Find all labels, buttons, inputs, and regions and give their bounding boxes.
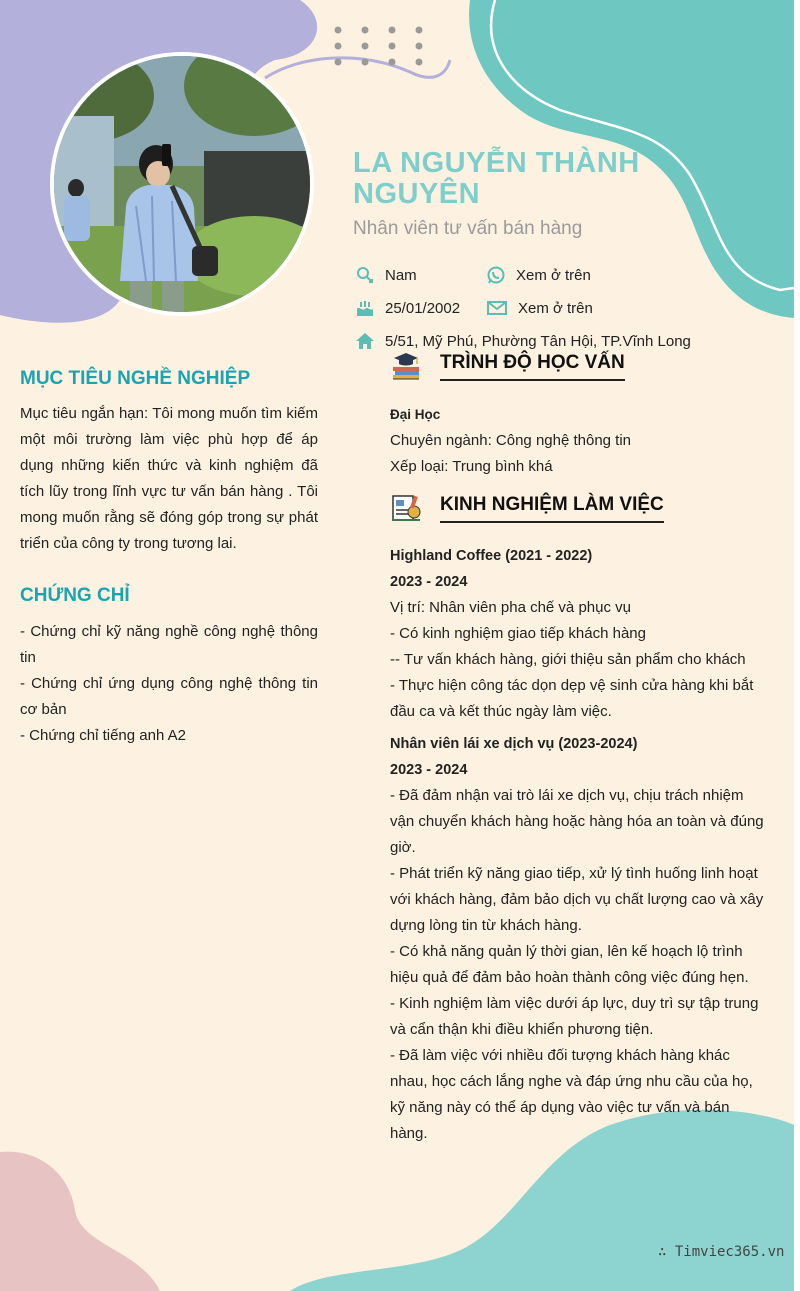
brand-text: Timviec365.vn (674, 1244, 785, 1260)
education-degree: Đại Học (390, 407, 441, 422)
graduation-books-icon (390, 350, 422, 382)
certificates-title: CHỨNG CHỈ (20, 585, 130, 606)
birthday-value: 25/01/2002 (385, 299, 461, 317)
work-report-icon (390, 492, 422, 524)
gender-value: Nam (385, 266, 417, 284)
job-line: - Có khả năng quản lý thời gian, lên kế hoạch lộ trình hiệu quả để đảm bảo hoàn thành công việc đúng hẹn. (390, 943, 749, 986)
certificate-item: - Chứng chỉ ứng dụng công nghệ thông tin cơ bản (20, 675, 318, 718)
birthday-cake-icon (355, 298, 375, 318)
contact-phone (486, 265, 591, 285)
job-company: Highland Coffee (2021 - 2022) (390, 548, 593, 564)
education-major: Chuyên ngành: Công nghệ thông tin (390, 432, 632, 449)
contact-gender (355, 265, 417, 285)
job-line: -- Tư vấn khách hàng, giới thiệu sản phẩm cho khách (390, 651, 746, 668)
email-value: Xem ở trên (518, 299, 593, 317)
job-title: Nhân viên tư vấn bán hàng (353, 218, 583, 239)
candidate-name: LA NGUYỄN THÀNH NGUYÊN (353, 147, 640, 210)
experience-job-1 (390, 543, 770, 725)
job-line: - Phát triển kỹ năng giao tiếp, xử lý tình huống linh hoạt với khách hàng, đảm bảo dịch vụ chất lượng cao và xây dựng lòng tin từ khách hàng. (390, 865, 764, 934)
experience-title: KINH NGHIỆM LÀM VIỆC (440, 494, 664, 523)
certificate-item: - Chứng chỉ tiếng anh A2 (20, 727, 186, 744)
job-line: - Thực hiện công tác dọn dẹp vệ sinh cửa hàng khi bắt đầu ca và kết thúc ngày làm việc. (390, 677, 754, 720)
job-line: Vị trí: Nhân viên pha chế và phục vụ (390, 599, 631, 616)
envelope-icon (486, 298, 508, 318)
experience-job-2 (390, 731, 770, 1147)
job-period: 2023 - 2024 (390, 574, 468, 590)
job-line: - Đã đảm nhận vai trò lái xe dịch vụ, chịu trách nhiệm vận chuyển khách hàng hoặc hàng hóa an toàn và đúng giờ. (390, 787, 764, 856)
education-grade: Xếp loại: Trung bình khá (390, 458, 553, 475)
contact-email (486, 298, 593, 318)
job-line: - Đã làm việc với nhiều đối tượng khách hàng khác nhau, học cách lắng nghe và đáp ứng nhu cầu của họ, kỹ năng này có thể áp dụng vào việc tư vấn và bán hàng. (390, 1047, 753, 1142)
contact-address (355, 331, 691, 351)
footer-brand (658, 1244, 784, 1260)
profile-photo-illustration (54, 56, 310, 312)
objective-title: MỤC TIÊU NGHỀ NGHIỆP (20, 368, 251, 389)
job-period: 2023 - 2024 (390, 762, 468, 778)
education-heading (390, 350, 625, 382)
job-company: Nhân viên lái xe dịch vụ (2023-2024) (390, 736, 638, 752)
brand-logo-icon: ∴ (658, 1244, 675, 1260)
home-icon (355, 331, 375, 351)
certificates-list (20, 619, 318, 749)
job-line: - Có kinh nghiệm giao tiếp khách hàng (390, 625, 646, 642)
address-value: 5/51, Mỹ Phú, Phường Tân Hội, TP.Vĩnh Long (385, 332, 691, 350)
gender-icon (355, 265, 375, 285)
education-title: TRÌNH ĐỘ HỌC VẤN (440, 352, 625, 381)
dot-grid-decoration (330, 24, 430, 68)
certificate-item: - Chứng chỉ kỹ năng nghề công nghệ thông tin (20, 623, 318, 666)
education-details (390, 402, 770, 480)
profile-photo (50, 52, 314, 316)
experience-heading (390, 492, 664, 524)
objective-text: Mục tiêu ngắn hạn: Tôi mong muốn tìm kiếm một môi trường làm việc phù hợp để áp dụng những kiến thức và kinh nghiệm đã tích lũy trong lĩnh vực tư vấn bán hàng . Tôi mong muốn rằng sẽ đóng góp trong sự phát triển của công ty trong tương lai. (20, 405, 318, 552)
phone-value: Xem ở trên (516, 266, 591, 284)
job-line: - Kinh nghiệm làm việc dưới áp lực, duy trì sự tập trung và cẩn thận khi điều khiển phương tiện. (390, 995, 759, 1038)
whatsapp-icon (486, 265, 506, 285)
contact-birthday (355, 298, 460, 318)
